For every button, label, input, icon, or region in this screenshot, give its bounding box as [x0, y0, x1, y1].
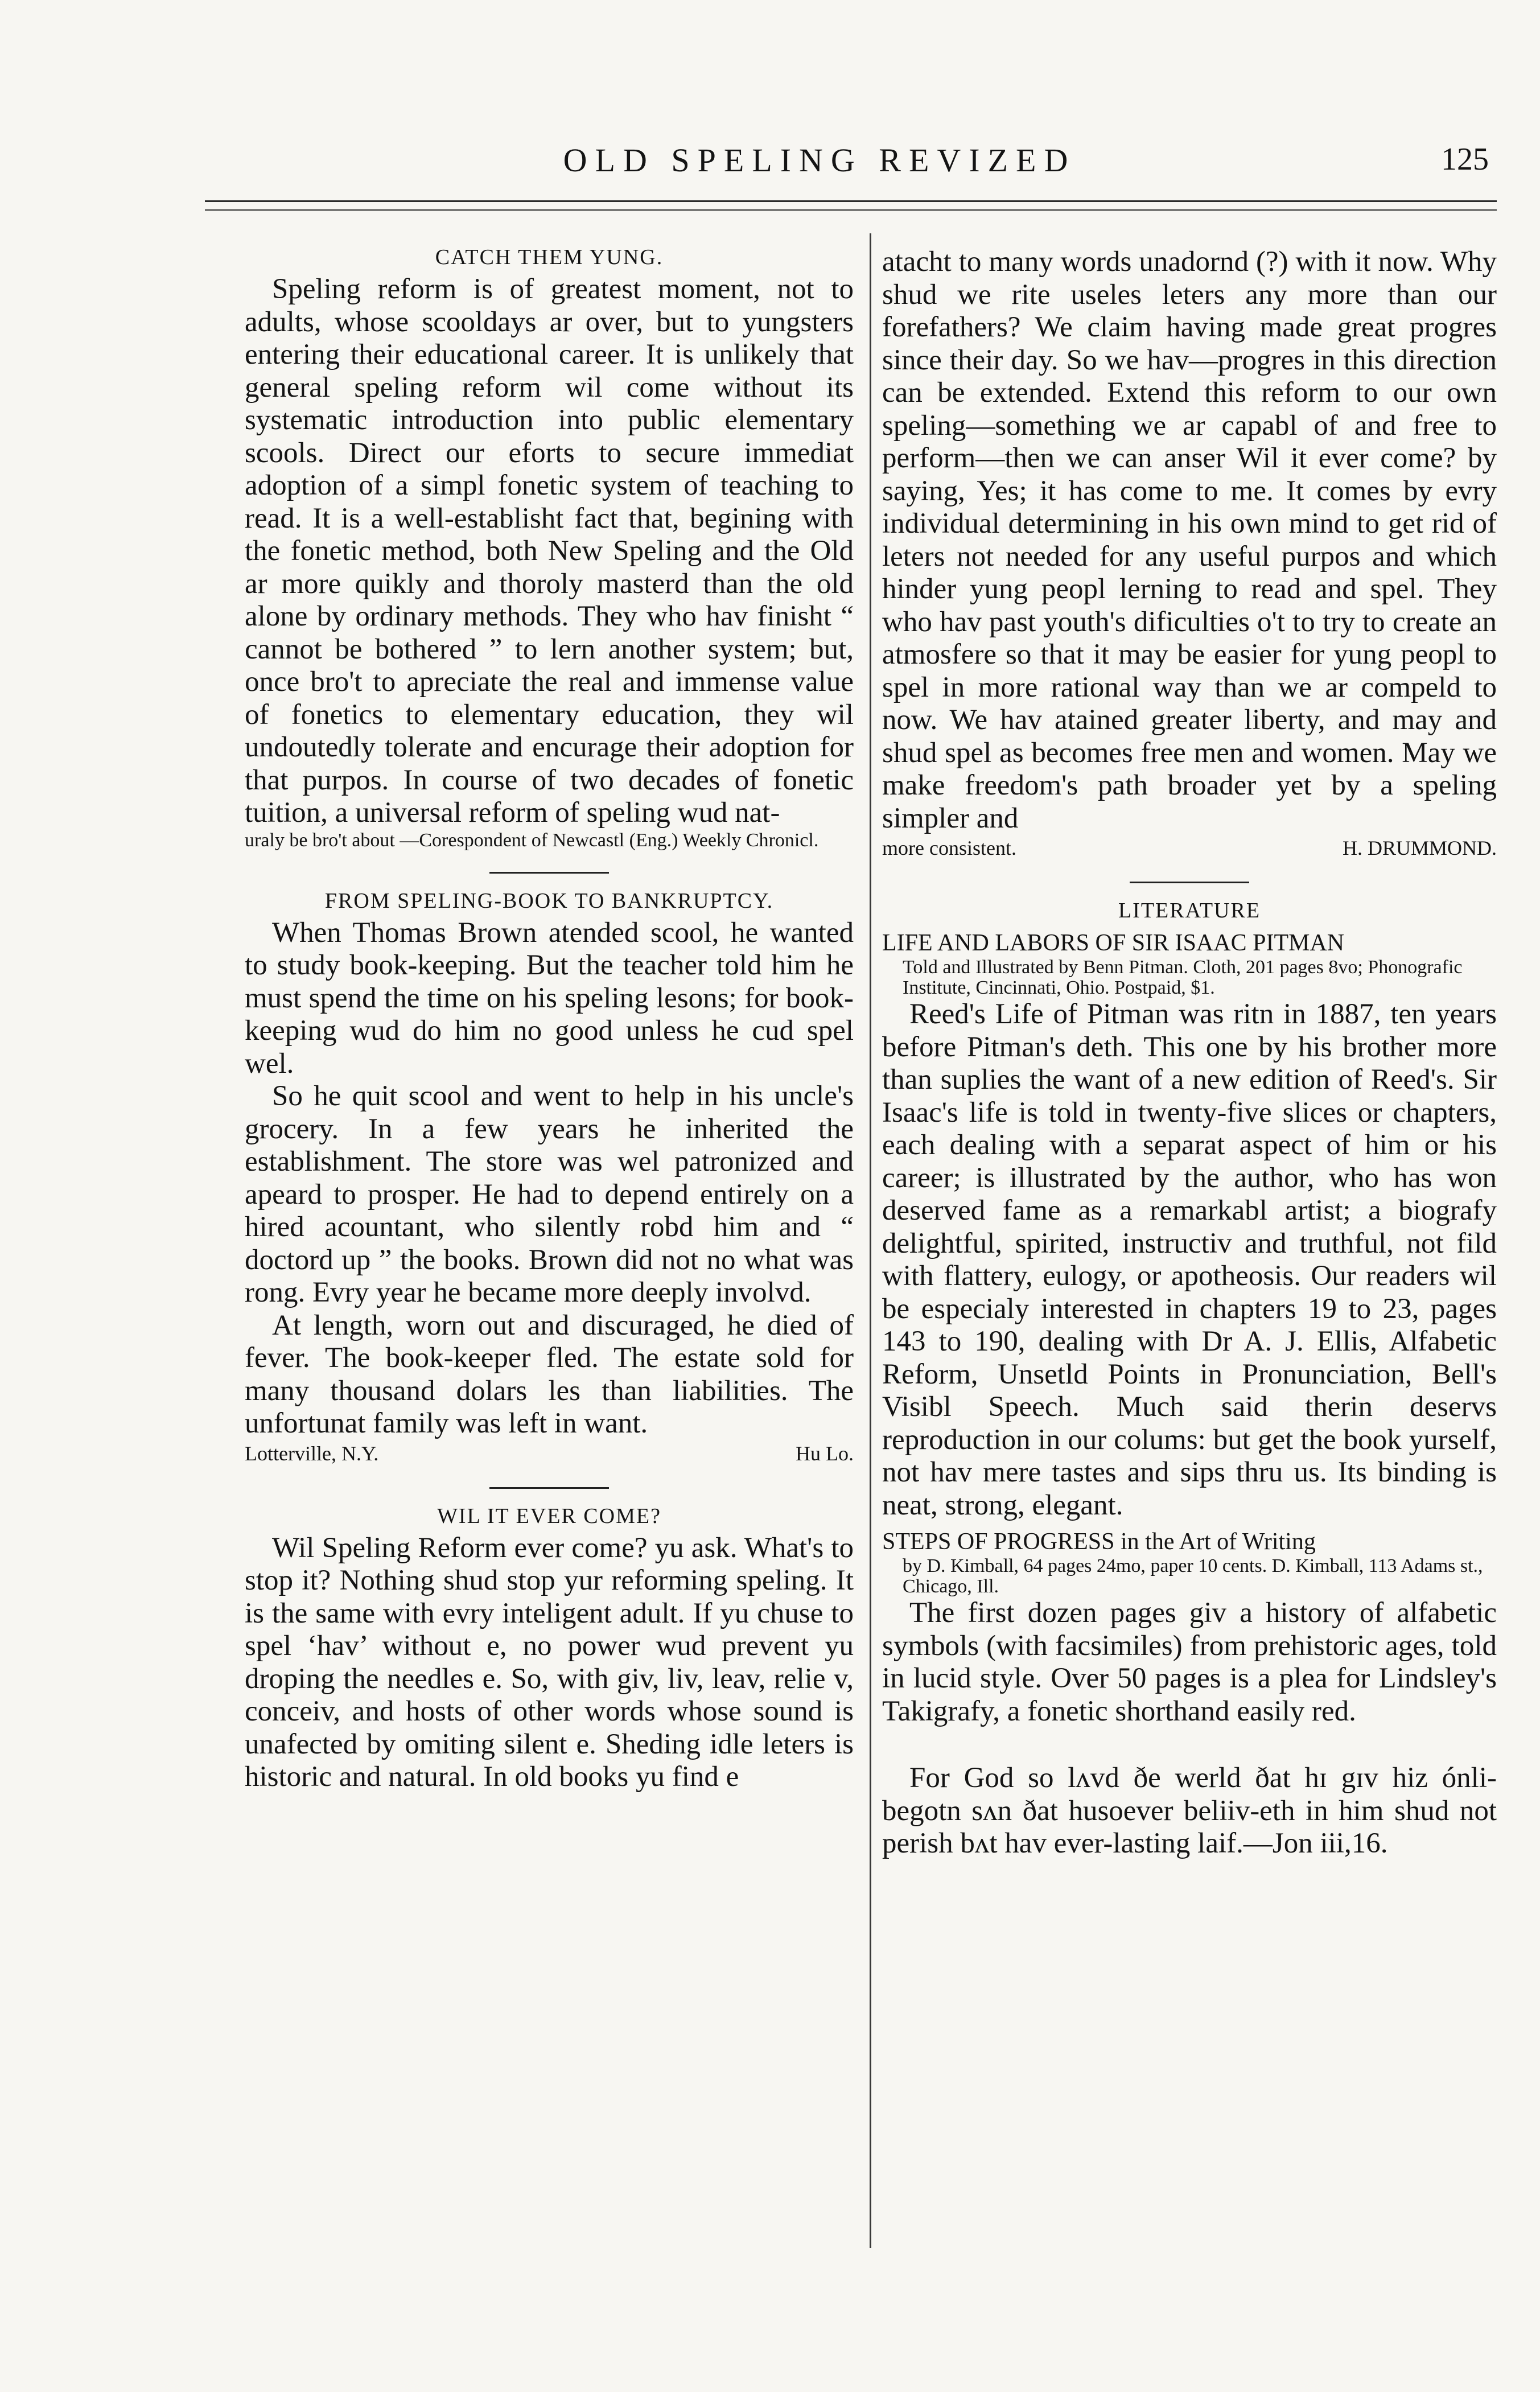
- scripture-verse: For God so lʌvd ðe werld ðat hɪ gɪv hiz ónli-begotn sʌn ðat husoever beliiv-eth in him shud not perish bʌt hav ever-lasting laif.—Jon iii,16.: [882, 1762, 1497, 1859]
- running-head: [0, 141, 1540, 187]
- signature-line: [245, 1440, 854, 1467]
- spacer: [882, 1728, 1497, 1762]
- signature-line: [882, 835, 1497, 861]
- right-column: [882, 233, 1497, 1860]
- header-rule-top: [205, 200, 1497, 202]
- running-title: OLD SPELING REVIZED: [563, 142, 1076, 179]
- article-body-catch-them-yung: Speling reform is of greatest moment, not to adults, whose scooldays ar over, but to yungsters entering their educational career. It is unlikely that general speling reform wil come without its systematic introduction into public elementary scools. Direct our eforts to secure immediat adoption of a simpl fonetic system of teaching to read. It is a well-establisht fact that, begining with the fonetic method, both New Speling and the Old ar more quikly and thoroly masterd than the old alone by ordinary methods. They who hav finisht “ cannot be bothered ” to lern another system; but, once bro't to apreciate the real and immense value of fonetics to elementary education, they wil undoutedly tolerate and encurage their adoption for that purpos. In course of two decades of fonetic tuition, a universal reform of speling wud nat-: [245, 273, 854, 829]
- continuation-tail: more consistent.: [882, 837, 1016, 859]
- section-separator: [1130, 882, 1249, 883]
- column-divider: [870, 233, 871, 2248]
- signature-author: Hu Lo.: [796, 1442, 854, 1465]
- article-paragraph-1: When Thomas Brown atended scool, he wanted to study book-keeping. But the teacher told him he must spend the time on his speling lesons; for book-keeping wud do him no good unless he cud spel wel.: [245, 916, 854, 1080]
- signature-author: H. DRUMMOND.: [1342, 837, 1497, 859]
- review-body-steps-of-progress: The first dozen pages giv a history of alfabetic symbols (with facsimiles) from prehistoric ages, told in lucid style. Over 50 pages is a plea for Lindsley's Takigrafy, a fonetic shorthand easily red.: [882, 1597, 1497, 1727]
- section-separator: [489, 1487, 609, 1489]
- book-details-pitman: Told and Illustrated by Benn Pitman. Cloth, 201 pages 8vo; Phonografic Institute, Cincinnati, Ohio. Postpaid, $1.: [903, 957, 1463, 998]
- book-title-steps-of-progress: STEPS OF PROGRESS in the Art of Writing: [882, 1529, 1316, 1555]
- article-paragraph-2: So he quit scool and went to help in his uncle's grocery. In a few years he inherited the establishment. The store was wel patronized and apeard to prosper. He had to depend entirely on a hired acountant, who silently robd him and “ doctord up ” the books. Brown did not no what was rong. Evry year he became more deeply involvd.: [245, 1080, 854, 1308]
- article-continuation: atacht to many words unadornd (?) with it now. Why shud we rite useles leters any more than our forefathers? We claim having made great progres since their day. So we hav—progres in this direction can be extended. Extend this reform to our own speling—something we ar capabl of and free to perform—then we can anser Wil it ever come? by saying, Yes; it has come to me. It comes by evry individual determining in his own mind to get rid of leters not needed for any useful purpos and which hinder yung peopl lerning to read and spel. They who hav past youth's dificulties o't to try to create an atmosfere so that it may be easier for yung peopl to spel in more rational way than we ar compeld to now. We hav atained greater liberty, and may and shud spel as becomes free men and women. May we make freedom's path broader yet by a speling simpler and: [882, 246, 1497, 834]
- header-rule-bottom: [205, 209, 1497, 211]
- section-heading-speling-book: FROM SPELING-BOOK TO BANKRUPTCY.: [324, 888, 774, 913]
- section-heading-wil-it-ever-come: WIL IT EVER COME?: [437, 1504, 661, 1528]
- section-heading-catch-them-yung: CATCH THEM YUNG.: [435, 245, 664, 269]
- section-separator: [489, 872, 609, 874]
- article-body-wil-it-ever-come: Wil Speling Reform ever come? yu ask. What's to stop it? Nothing shud stop yur reforming speling. It is the same with evry inteligent adult. If yu chuse to spel ‘hav’ without e, no power wud prevent yu droping the needles e. So, with giv, liv, leav, relie v, conceiv, and hosts of other words whose sound is unafected by omiting silent e. Sheding idle leters is historic and natural. In old books yu find e: [245, 1531, 854, 1793]
- book-details-steps-of-progress: by D. Kimball, 64 pages 24mo, paper 10 cents. D. Kimball, 113 Adams st., Chicago, Ill.: [903, 1555, 1483, 1597]
- section-heading-literature: LITERATURE: [1118, 899, 1261, 923]
- page-number: 125: [1441, 142, 1489, 177]
- signature-place: Lotterville, N.Y.: [245, 1442, 379, 1465]
- article-credit: uraly be bro't about —Corespondent of Newcastl (Eng.) Weekly Chronicl.: [245, 829, 819, 851]
- review-body-pitman: Reed's Life of Pitman was ritn in 1887, ten years before Pitman's deth. This one by his brother more than suplies the want of a new edition of Reed's. Sir Isaac's life is told in twenty-five slices or chapters, each dealing with a separat aspect of him or his career; is illustrated by the author, who has won deserved fame as a remarkabl artist; a biografy delightful, spirited, instructiv and truthful, not fild with flattery, eulogy, or apotheosis. Our readers wil be especialy interested in chapters 19 to 23, pages 143 to 190, dealing with Dr A. J. Ellis, Alfabetic Reform, Unsetld Points in Pronunciation, Bell's Visibl Speech. Much said therin deservs reproduction in our colums: but get the book yurself, not hav mere tastes and sips thru us. Its binding is neat, strong, elegant.: [882, 998, 1497, 1521]
- article-paragraph-3: At length, worn out and discuraged, he died of fever. The book-keeper fled. The estate sold for many thousand dolars les than liabilities. The unfortunat family was left in want.: [245, 1309, 854, 1439]
- book-title-pitman: LIFE AND LABORS OF SIR ISAAC PITMAN: [882, 930, 1345, 956]
- left-column: [245, 233, 854, 1794]
